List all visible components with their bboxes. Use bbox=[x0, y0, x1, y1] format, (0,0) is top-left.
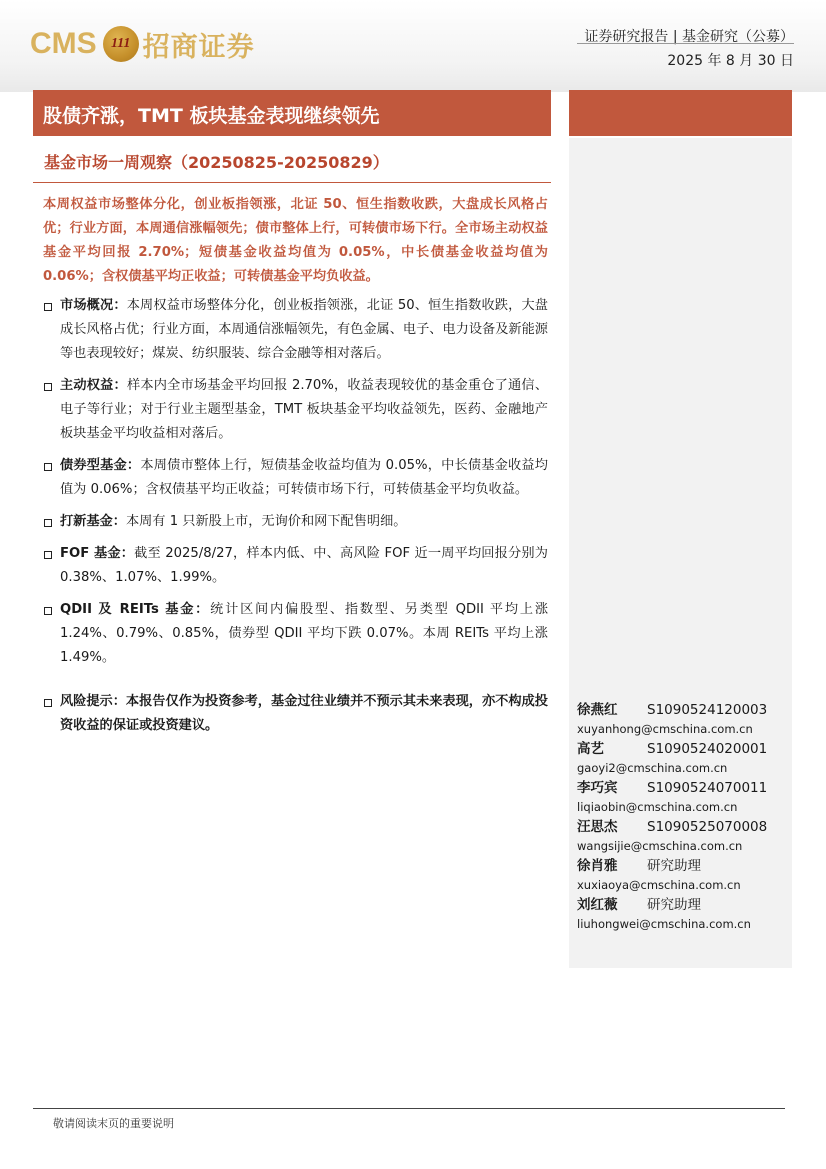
footer-divider bbox=[33, 1108, 785, 1109]
logo-cn-text: 招商证券 bbox=[142, 31, 255, 63]
bullet-text: 本周债市整体上行，短债基金收益均值为 0.05%，中长债基金收益均值为 0.06%；含权债基平均正收益；可转债市场下行，可转债基金平均负收益。 bbox=[60, 458, 548, 497]
analyst-entry bbox=[577, 856, 787, 894]
analyst-email[interactable]: wangsijie@cmschina.com.cn bbox=[577, 839, 743, 853]
analyst-id: S1090525070008 bbox=[647, 819, 768, 835]
bullet-qdii-reits bbox=[43, 598, 548, 670]
bullet-square-icon bbox=[44, 303, 52, 311]
bullet-text: 本周权益市场整体分化，创业板指领涨，北证 50、恒生指数收跌，大盘成长风格占优；行业方面，本周通信涨幅领先，有色金属、电子、电力设备及新能源等也表现较好；煤炭、纺织服装、综合金融等相对落后。 bbox=[60, 298, 548, 361]
bullet-text: 截至 2025/8/27，样本内低、中、高风险 FOF 近一周平均回报分别为 0.38%、1.07%、1.99%。 bbox=[60, 546, 548, 585]
report-title: 股债齐涨，TMT 板块基金表现继续领先 bbox=[43, 105, 380, 127]
analyst-email[interactable]: xuyanhong@cmschina.com.cn bbox=[577, 722, 753, 736]
bullet-square-icon bbox=[44, 607, 52, 615]
analyst-entry bbox=[577, 895, 787, 933]
bullet-square-icon bbox=[44, 463, 52, 471]
analyst-name: 徐燕红 bbox=[577, 702, 618, 718]
bullet-label: QDII 及 REITs 基金： bbox=[60, 602, 211, 617]
company-logo bbox=[30, 22, 255, 66]
bullet-list bbox=[43, 294, 548, 678]
bullet-text: 统计区间内偏股型、指数型、另类型 QDII 平均上涨 1.24%、0.79%、0.85%，债券型 QDII 平均下跌 0.07%。本周 REITs 平均上涨 1.49%。 bbox=[60, 602, 549, 665]
report-date: 2025 年 8 月 30 日 bbox=[667, 53, 794, 69]
bullet-active-equity bbox=[43, 374, 548, 446]
bullet-text: 本周有 1 只新股上市，无询价和网下配售明细。 bbox=[125, 514, 407, 529]
analyst-entry bbox=[577, 739, 787, 777]
analyst-name: 李巧宾 bbox=[577, 780, 618, 796]
analyst-entry bbox=[577, 817, 787, 855]
risk-warning bbox=[43, 690, 548, 738]
bullet-square-icon bbox=[44, 699, 52, 707]
analyst-id: S1090524020001 bbox=[647, 741, 768, 757]
bullet-square-icon bbox=[44, 383, 52, 391]
analyst-id: S1090524070011 bbox=[647, 780, 768, 796]
analyst-id: 研究助理 bbox=[647, 897, 701, 913]
report-subtitle: 基金市场一周观察（20250825-20250829） bbox=[44, 153, 389, 172]
bullet-fof-funds bbox=[43, 542, 548, 590]
analyst-name: 徐肖雅 bbox=[577, 858, 618, 874]
bullet-ipo-funds bbox=[43, 510, 548, 534]
analyst-name: 高艺 bbox=[577, 741, 604, 757]
bullet-square-icon bbox=[44, 551, 52, 559]
analyst-list bbox=[577, 700, 787, 934]
bullet-label: 市场概况： bbox=[60, 298, 127, 313]
bullet-bond-funds bbox=[43, 454, 548, 502]
bullet-label: FOF 基金： bbox=[60, 546, 135, 561]
analyst-id: 研究助理 bbox=[647, 858, 701, 874]
bullet-label: 打新基金： bbox=[60, 514, 126, 529]
report-meta bbox=[584, 25, 794, 73]
report-category: 证券研究报告 | 基金研究（公募） bbox=[584, 29, 794, 45]
logo-cms-text: CMS bbox=[30, 27, 97, 60]
bullet-market-overview bbox=[43, 294, 548, 366]
logo-emblem-icon: 111 bbox=[103, 26, 139, 62]
analyst-email[interactable]: xuxiaoya@cmschina.com.cn bbox=[577, 878, 741, 892]
analyst-name: 刘红薇 bbox=[577, 897, 618, 913]
analyst-email[interactable]: liqiaobin@cmschina.com.cn bbox=[577, 800, 738, 814]
analyst-entry bbox=[577, 778, 787, 816]
risk-text: 风险提示：本报告仅作为投资参考，基金过往业绩并不预示其未来表现，亦不构成投资收益的保证或投资建议。 bbox=[60, 694, 548, 733]
bullet-text: 样本内全市场基金平均回报 2.70%，收益表现较优的基金重仓了通信、电子等行业；对于行业主题型基金，TMT 板块基金平均收益领先，医药、金融地产板块基金平均收益相对落后。 bbox=[60, 378, 549, 441]
analyst-email[interactable]: liuhongwei@cmschina.com.cn bbox=[577, 917, 751, 931]
analyst-id: S1090524120003 bbox=[647, 702, 768, 718]
summary-text: 本周权益市场整体分化，创业板指领涨，北证 50、恒生指数收跌，大盘成长风格占优；行业方面，本周通信涨幅领先；债市整体上行，可转债市场下行。全市场主动权益基金平均回报 2.70%；短债基金收益均值为 0.05%，中长债基金收益均值为 0.06%；含权债基平均正收益；可转债基金平均负收益。 bbox=[43, 197, 548, 284]
footer-note: 敬请阅读末页的重要说明 bbox=[53, 1117, 174, 1130]
bullet-square-icon bbox=[44, 519, 52, 527]
side-header-bar bbox=[569, 90, 792, 136]
analyst-name: 汪思杰 bbox=[577, 819, 618, 835]
analyst-email[interactable]: gaoyi2@cmschina.com.cn bbox=[577, 761, 728, 775]
subtitle-divider bbox=[33, 182, 551, 183]
analyst-entry bbox=[577, 700, 787, 738]
summary-block bbox=[43, 193, 548, 289]
header-divider bbox=[577, 43, 794, 44]
title-bar bbox=[33, 90, 551, 136]
bullet-label: 债券型基金： bbox=[60, 458, 141, 473]
bullet-label: 主动权益： bbox=[60, 378, 127, 393]
